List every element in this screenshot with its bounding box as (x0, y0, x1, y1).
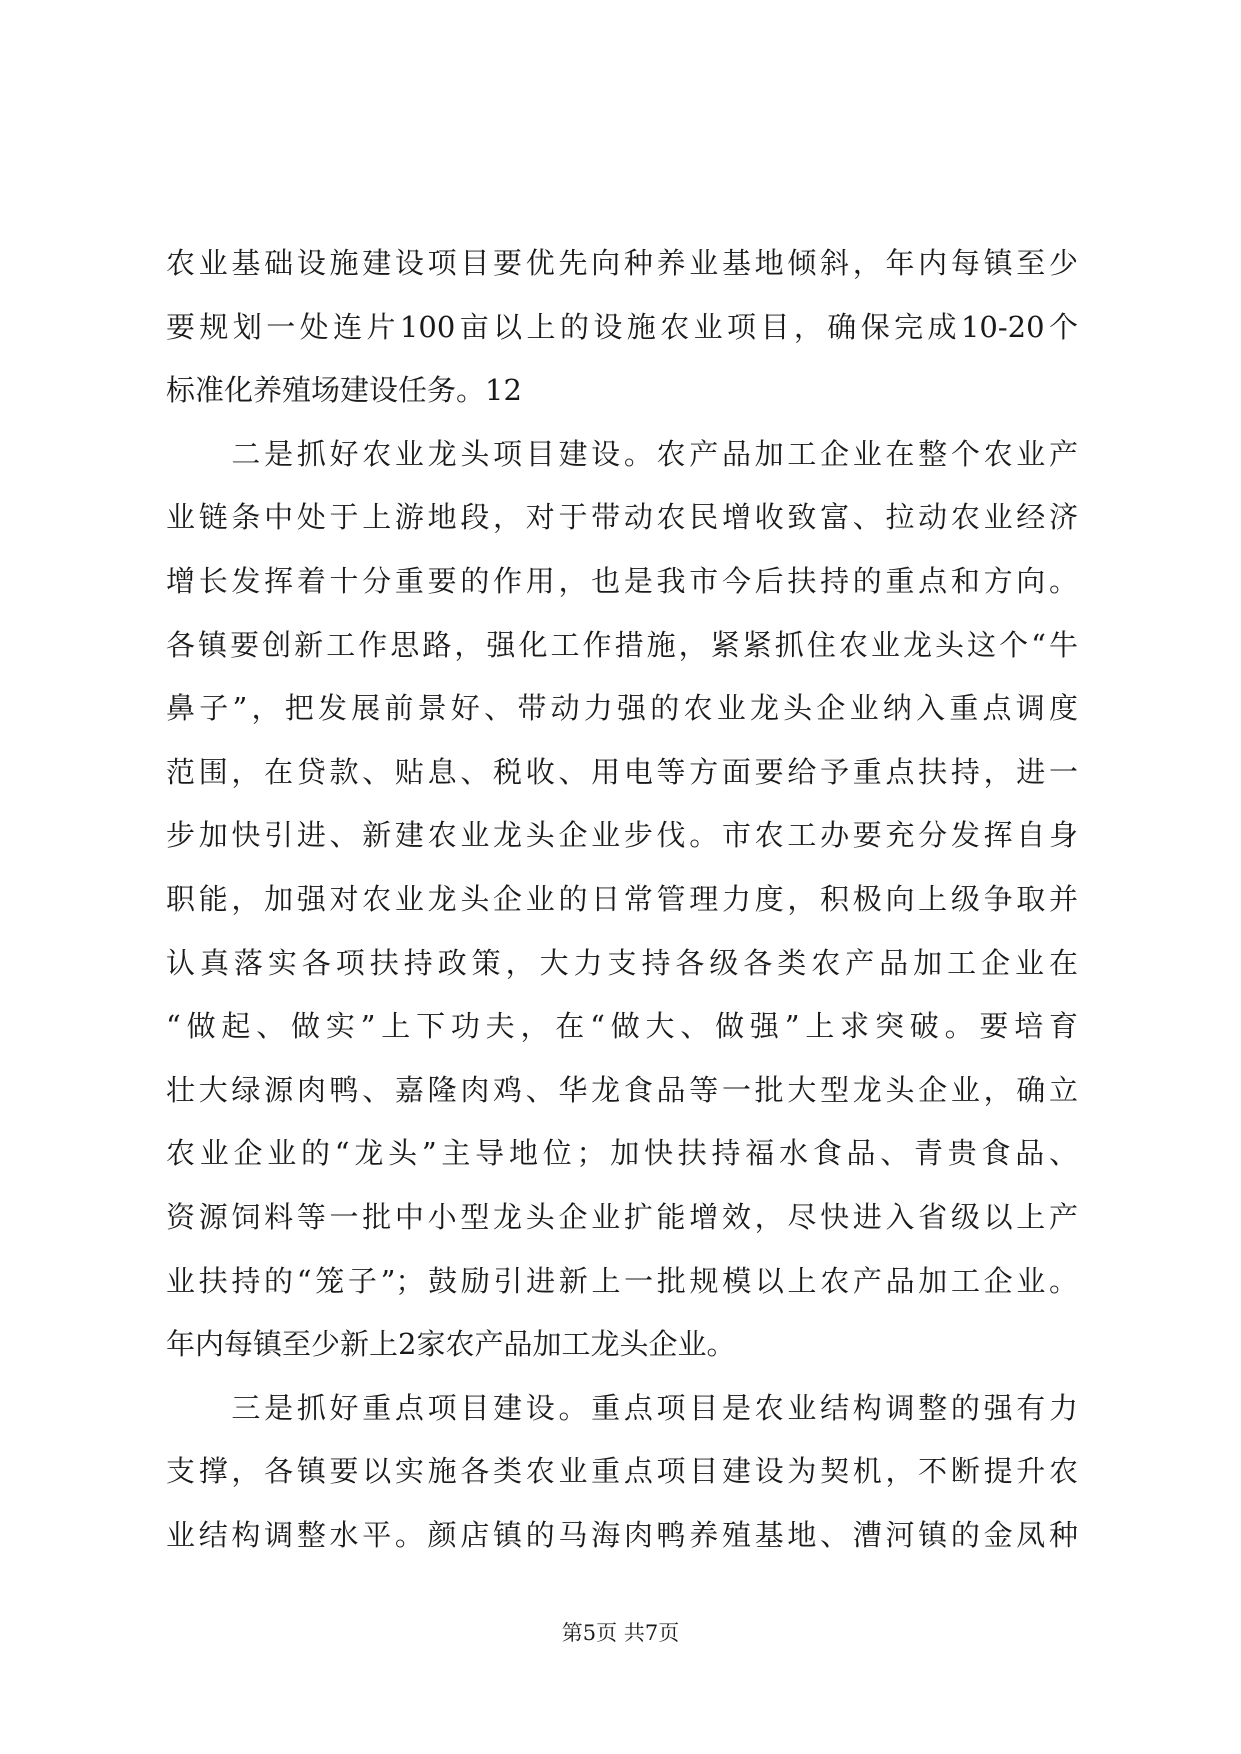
text-line: 认真落实各项扶持政策，大力支持各级各类农产品加工企业在 (166, 945, 1078, 980)
text-line: 壮大绿源肉鸭、嘉隆肉鸡、华龙食品等一批大型龙头企业，确立 (166, 1072, 1078, 1107)
text-line: 要规划一处连片100亩以上的设施农业项目，确保完成10-20个 (166, 309, 1078, 344)
text-line: “做起、做实”上下功夫，在“做大、做强”上求突破。要培育 (166, 1009, 1078, 1044)
text-line: 三是抓好重点项目建设。重点项目是农业结构调整的强有力 (166, 1390, 1078, 1425)
text-line: 支撑，各镇要以实施各类农业重点项目建设为契机，不断提升农 (166, 1454, 1078, 1489)
text-line: 资源饲料等一批中小型龙头企业扩能增效，尽快进入省级以上产 (166, 1199, 1078, 1234)
text-line: 业扶持的“笼子”；鼓励引进新上一批规模以上农产品加工企业。 (166, 1263, 1078, 1298)
text-line: 年内每镇至少新上2家农产品加工龙头企业。 (166, 1327, 736, 1362)
text-line: 业链条中处于上游地段，对于带动农民增收致富、拉动农业经济 (166, 500, 1078, 535)
text-line: 各镇要创新工作思路，强化工作措施，紧紧抓住农业龙头这个“牛 (166, 627, 1078, 662)
text-line: 二是抓好农业龙头项目建设。农产品加工企业在整个农业产 (166, 436, 1078, 471)
text-line: 职能，加强对农业龙头企业的日常管理力度，积极向上级争取并 (166, 881, 1078, 916)
document-body (166, 232, 1078, 1567)
text-line: 步加快引进、新建农业龙头企业步伐。市农工办要充分发挥自身 (166, 818, 1078, 853)
text-line: 标准化养殖场建设任务。12 (166, 373, 522, 408)
text-line: 农业企业的“龙头”主导地位；加快扶持福水食品、青贵食品、 (166, 1136, 1078, 1171)
text-line: 鼻子”，把发展前景好、带动力强的农业龙头企业纳入重点调度 (166, 691, 1078, 726)
text-line: 范围，在贷款、贴息、税收、用电等方面要给予重点扶持，进一 (166, 754, 1078, 789)
text-line: 业结构调整水平。颜店镇的马海肉鸭养殖基地、漕河镇的金凤种 (166, 1517, 1078, 1552)
text-line: 农业基础设施建设项目要优先向种养业基地倾斜，年内每镇至少 (166, 246, 1078, 280)
text-line: 增长发挥着十分重要的作用，也是我市今后扶持的重点和方向。 (166, 563, 1078, 598)
page-footer: 第5页 共7页 (561, 1621, 680, 1645)
